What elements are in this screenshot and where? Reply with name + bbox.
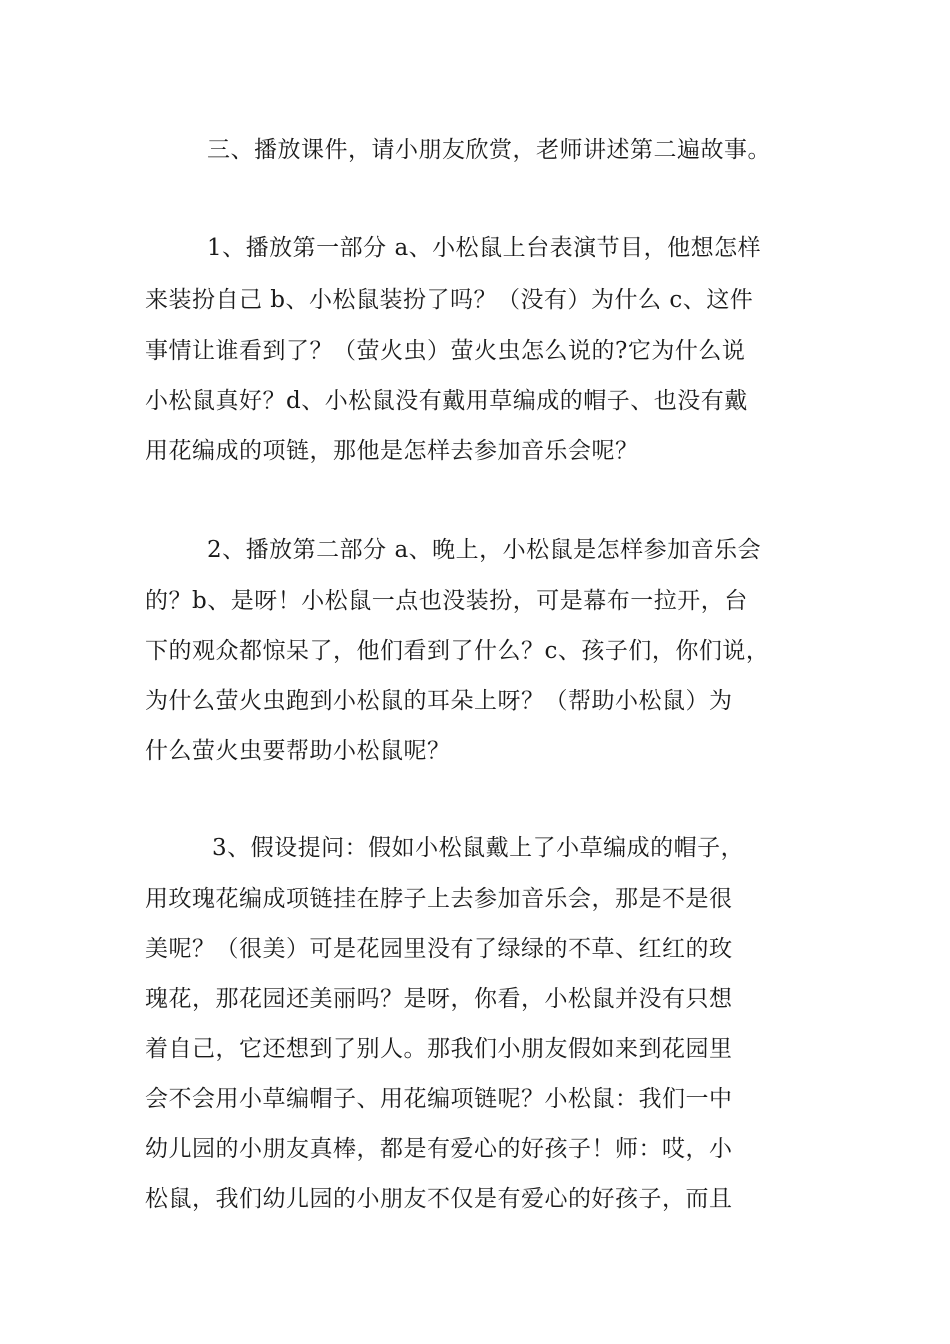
paragraph-line: 3、假设提问：假如小松鼠戴上了小草编成的帽子，: [212, 835, 745, 861]
paragraph-line: 用玫瑰花编成项链挂在脖子上去参加音乐会，那是不是很: [145, 886, 733, 912]
paragraph-line: 小松鼠真好？d、小松鼠没有戴用草编成的帽子、也没有戴: [145, 388, 748, 414]
paragraph-line: 事情让谁看到了？（萤火虫）萤火虫怎么说的?它为什么说: [145, 338, 746, 364]
paragraph-line: 美呢？（很美）可是花园里没有了绿绿的不草、红红的玫: [145, 936, 733, 962]
paragraph-line: 瑰花，那花园还美丽吗？是呀，你看，小松鼠并没有只想: [145, 986, 733, 1012]
paragraph-line: 着自己，它还想到了别人。那我们小朋友假如来到花园里: [145, 1036, 733, 1062]
paragraph-line: 松鼠，我们幼儿园的小朋友不仅是有爱心的好孩子，而且: [145, 1186, 733, 1212]
paragraph-line: 的？b、是呀！小松鼠一点也没装扮，可是幕布一拉开，台: [145, 588, 748, 614]
paragraph-line: 会不会用小草编帽子、用花编项链呢？小松鼠：我们一中: [145, 1086, 733, 1112]
paragraph-line: 2、播放第二部分 a、晚上，小松鼠是怎样参加音乐会: [207, 537, 762, 563]
paragraph-line: 1、播放第一部分 a、小松鼠上台表演节目，他想怎样: [207, 235, 762, 261]
section-heading: 三、播放课件，请小朋友欣赏，老师讲述第二遍故事。: [207, 137, 771, 163]
paragraph-line: 幼儿园的小朋友真棒，都是有爱心的好孩子！师：哎，小: [145, 1136, 733, 1162]
paragraph-line: 下的观众都惊呆了，他们看到了什么？c、孩子们，你们说，: [145, 638, 770, 664]
paragraph-line: 为什么萤火虫跑到小松鼠的耳朵上呀？（帮助小松鼠）为: [145, 688, 733, 714]
paragraph-line: 用花编成的项链，那他是怎样去参加音乐会呢？: [145, 438, 639, 464]
paragraph-line: 什么萤火虫要帮助小松鼠呢？: [145, 738, 451, 764]
paragraph-line: 来装扮自己 b、小松鼠装扮了吗？（没有）为什么 c、这件: [145, 287, 754, 313]
